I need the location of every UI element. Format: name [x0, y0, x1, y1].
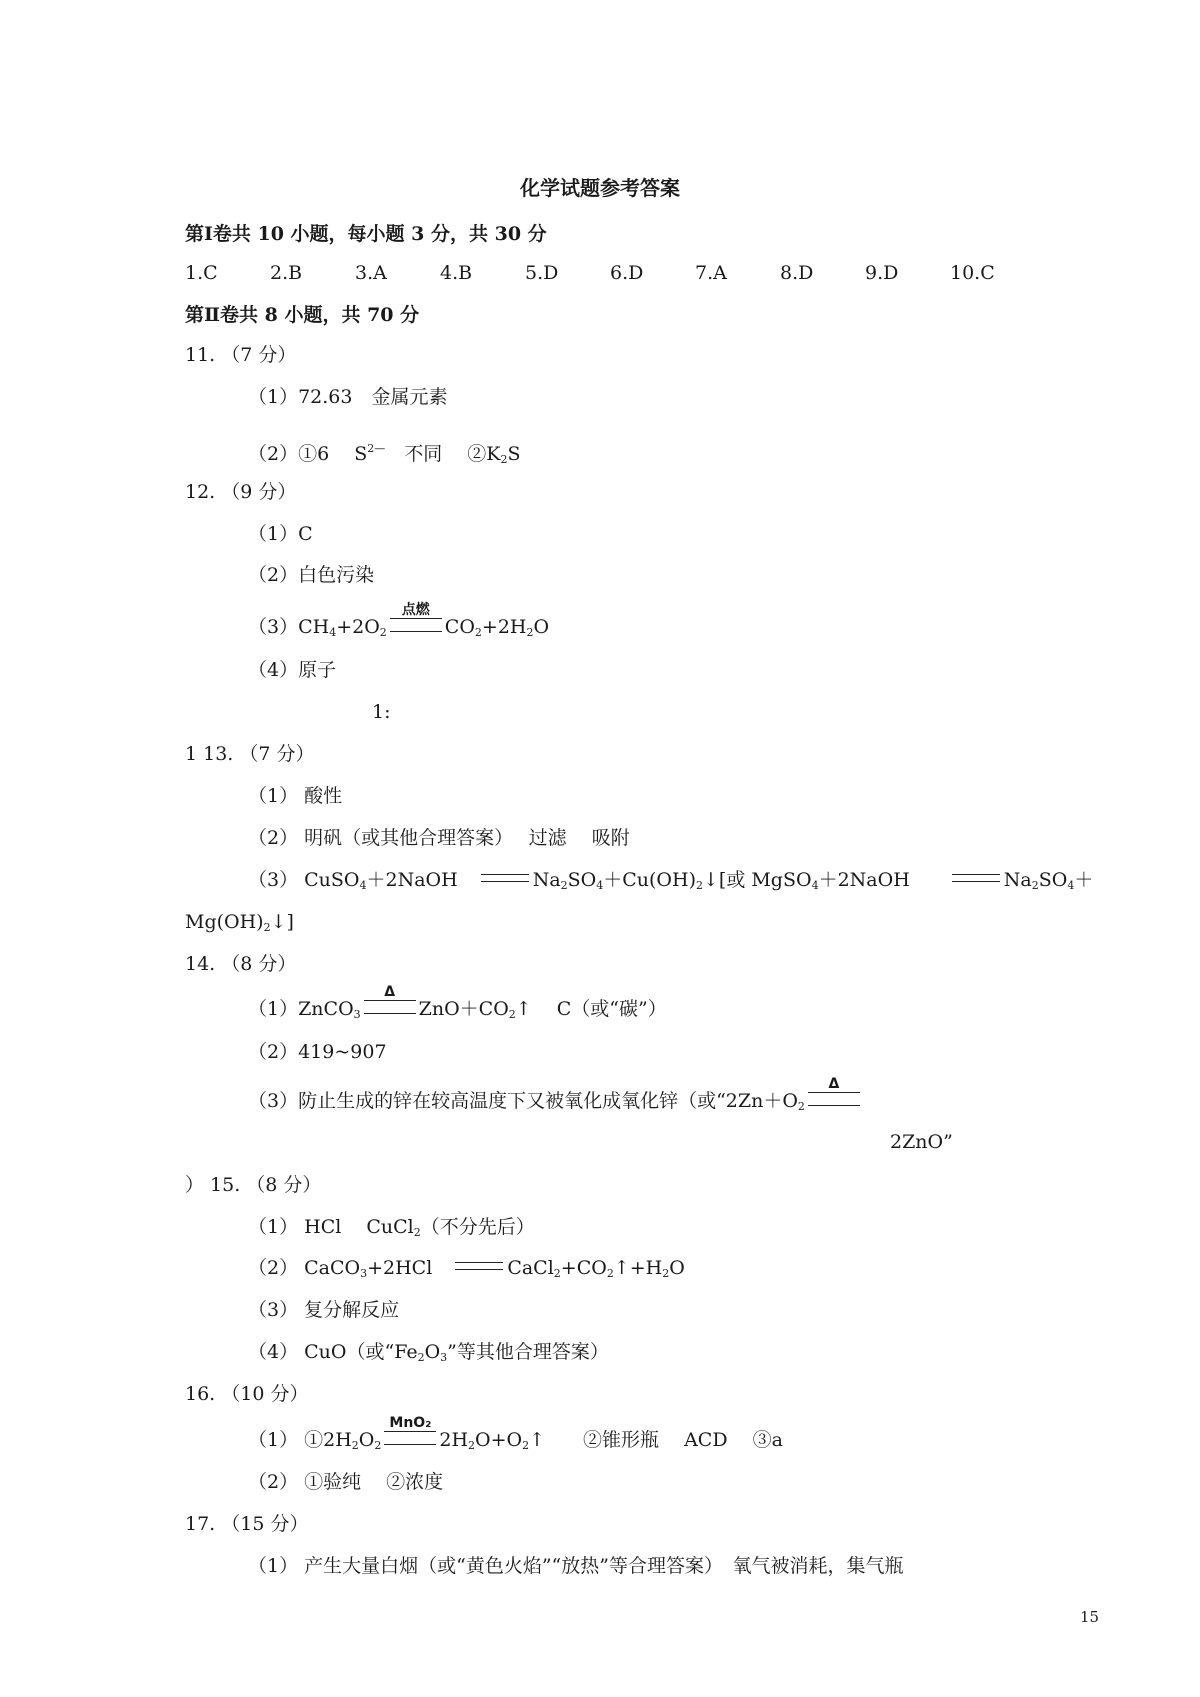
subscript: 2: [500, 453, 508, 466]
text: O: [669, 1257, 685, 1279]
q15-answer-3: （3） 复分解反应: [248, 1299, 400, 1321]
text: ↑ C（或“碳”）: [515, 998, 667, 1020]
q13-answer-3-continued: [185, 910, 294, 940]
subscript: 2: [662, 1267, 670, 1280]
q14-answer-2: （2）419~907: [248, 1041, 387, 1063]
subscript: 2: [474, 626, 482, 639]
text: ”等其他合理答案）: [447, 1341, 609, 1363]
q12-answer-1: （1）C: [248, 523, 313, 545]
q12-answer-4: （4）原子: [248, 659, 337, 681]
text: Mg(OH): [185, 911, 264, 933]
text: （1）ZnCO: [248, 998, 354, 1020]
q16-answer-1: [248, 1415, 783, 1458]
text: CaCl: [507, 1257, 554, 1279]
mc-answer: 9.D: [865, 262, 899, 284]
q14-answer-1: [248, 984, 667, 1027]
text: ＋: [1074, 869, 1094, 891]
subscript: 4: [1067, 879, 1075, 892]
q15-answer-2: [248, 1256, 685, 1286]
text: （3）防止生成的锌在较高温度下又被氧化成氧化锌（或“2Zn＋O: [248, 1090, 798, 1112]
subscript: 3: [440, 1351, 448, 1364]
mc-answer: 2.B: [270, 262, 303, 284]
heat-symbol: Δ: [384, 984, 396, 1000]
q12-answer-3: [248, 602, 550, 645]
mc-answer: 7.A: [695, 262, 727, 284]
text: O+O: [475, 1429, 523, 1451]
text: ＋Cu(OH): [603, 869, 696, 891]
q11-answer-1: （1）72.63 金属元素: [248, 386, 448, 408]
heat-symbol: Δ: [828, 1076, 840, 1092]
subscript: 4: [596, 879, 604, 892]
superscript: 2—: [367, 442, 386, 455]
text: ↑ ②锥形瓶 ACD ③a: [529, 1429, 783, 1451]
reaction-condition-sign: [364, 984, 416, 1014]
question-14-header: 14. （8 分）: [185, 953, 297, 975]
subscript: 2: [695, 879, 703, 892]
subscript: 2: [526, 626, 534, 639]
q14-answer-3-continued: 2ZnO”: [890, 1131, 953, 1153]
text: Na: [532, 869, 561, 891]
question-13-header: 1 13. （7 分）: [185, 743, 315, 765]
text: （2） CaCO: [248, 1257, 361, 1279]
text: （4） CuO（或“Fe: [248, 1341, 418, 1363]
q14-answer-3: [248, 1076, 863, 1119]
text: ZnO＋CO: [418, 998, 509, 1020]
text: （3）CH: [248, 616, 330, 638]
text: ＋2NaOH: [818, 869, 948, 891]
text: S: [507, 443, 521, 465]
condition-label: 点燃: [401, 602, 430, 618]
subscript: 4: [329, 626, 337, 639]
q13-answer-1: （1） 酸性: [248, 785, 343, 807]
subscript: 2: [379, 626, 387, 639]
mc-answer: 6.D: [610, 262, 644, 284]
q12-ratio: 1:: [372, 701, 391, 723]
subscript: 3: [360, 1267, 368, 1280]
q16-answer-2: （2） ①验纯 ②浓度: [248, 1471, 444, 1493]
subscript: 2: [417, 1351, 425, 1364]
q15-answer-1: [248, 1215, 535, 1245]
subscript: 2: [374, 1439, 382, 1452]
text: （不分先后）: [420, 1216, 535, 1238]
part2-header: 第Ⅱ卷共 8 小题，共 70 分: [185, 304, 420, 326]
q12-answer-2: （2）白色污染: [248, 564, 375, 586]
text: SO: [567, 869, 597, 891]
subscript: 2: [263, 921, 271, 934]
text: 不同 ②K: [385, 443, 501, 465]
mc-answer: 10.C: [950, 262, 995, 284]
reaction-condition-sign: [808, 1076, 860, 1106]
mc-answer: 4.B: [440, 262, 473, 284]
q17-answer-1: （1） 产生大量白烟（或“黄色火焰”“放热”等合理答案） 氧气被消耗，集气瓶: [248, 1555, 904, 1577]
equals-sign: [481, 874, 529, 882]
q11-answer-2: [248, 437, 521, 472]
text: +2HCl: [367, 1257, 452, 1279]
text: SO: [1038, 869, 1068, 891]
text: （1） HCl CuCl: [248, 1216, 414, 1238]
text: Na: [1003, 869, 1032, 891]
subscript: 2: [553, 1267, 561, 1280]
question-15-header: ） 15. （8 分）: [185, 1174, 322, 1196]
text: +2H: [481, 616, 527, 638]
subscript: 4: [359, 879, 367, 892]
text: 2H: [439, 1429, 469, 1451]
subscript: 3: [353, 1008, 361, 1021]
mc-answer: 8.D: [780, 262, 814, 284]
question-12-header: 12. （9 分）: [185, 481, 297, 503]
text: +CO: [560, 1257, 607, 1279]
reaction-condition-sign: [390, 602, 442, 632]
subscript: 2: [606, 1267, 614, 1280]
q13-answer-3: [248, 868, 1093, 898]
subscript: 2: [560, 879, 568, 892]
text: ↑+H: [613, 1257, 663, 1279]
question-16-header: 16. （10 分）: [185, 1383, 309, 1405]
reaction-condition-sign: [384, 1415, 436, 1445]
subscript: 2: [351, 1439, 359, 1452]
text: CO: [444, 616, 475, 638]
text: O: [358, 1429, 375, 1451]
subscript: 2: [508, 1008, 516, 1021]
equals-sign: [455, 1262, 503, 1270]
subscript: 2: [797, 1100, 805, 1113]
mc-answer: 3.A: [355, 262, 387, 284]
text: O: [424, 1341, 441, 1363]
text: ↓]: [270, 911, 294, 933]
text: （2）①6 S: [248, 443, 368, 465]
subscript: 2: [522, 1439, 530, 1452]
question-11-header: 11. （7 分）: [185, 344, 297, 366]
page-title: 化学试题参考答案: [520, 176, 680, 200]
text: ↓[或 MgSO: [702, 869, 812, 891]
question-17-header: 17. （15 分）: [185, 1513, 309, 1535]
page-number: 15: [1080, 1608, 1100, 1626]
catalyst-label: MnO₂: [389, 1415, 432, 1431]
text: +2O: [336, 616, 380, 638]
subscript: 4: [811, 879, 819, 892]
equals-sign: [952, 874, 1000, 882]
mc-answer: 1.C: [185, 262, 218, 284]
text: ＋2NaOH: [366, 869, 477, 891]
q15-answer-4: [248, 1340, 609, 1370]
text: O: [533, 616, 550, 638]
mc-answer: 5.D: [525, 262, 559, 284]
text: （1） ①2H: [248, 1429, 352, 1451]
part1-header: 第Ⅰ卷共 10 小题，每小题 3 分，共 30 分: [185, 223, 547, 245]
subscript: 2: [468, 1439, 476, 1452]
q13-answer-2: （2） 明矾（或其他合理答案） 过滤 吸附: [248, 827, 630, 849]
subscript: 2: [1031, 879, 1039, 892]
text: （3） CuSO: [248, 869, 360, 891]
subscript: 2: [413, 1226, 421, 1239]
